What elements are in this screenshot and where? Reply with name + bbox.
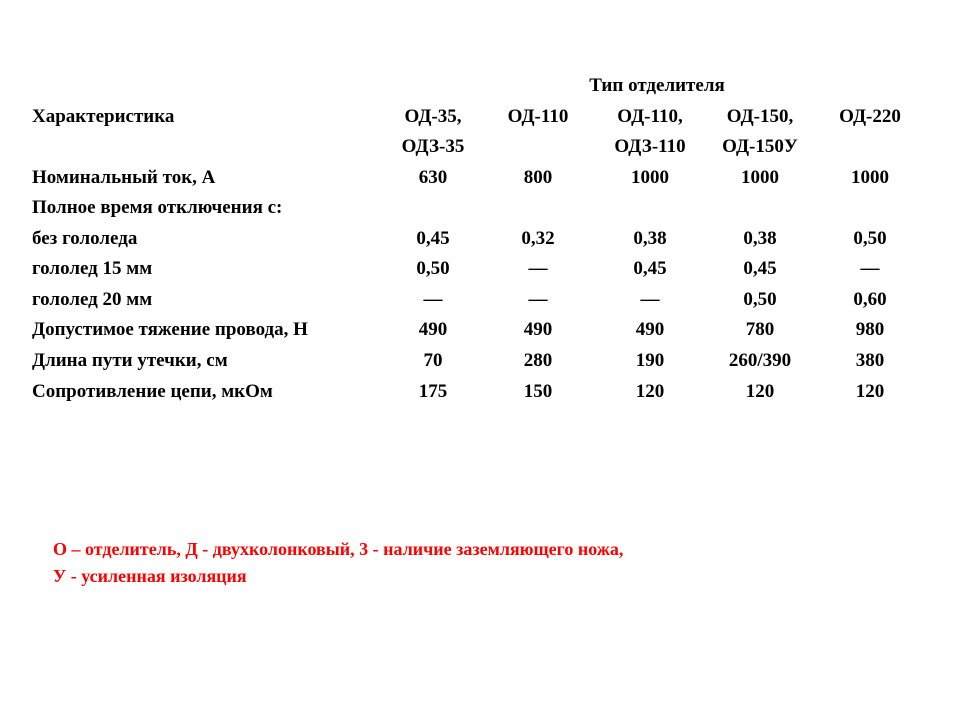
table-cell: 0,45: [743, 258, 777, 279]
table-cell: 0,45: [633, 258, 667, 279]
table-cell: 980: [855, 319, 885, 340]
separator-type-header: Тип отделителя: [589, 75, 725, 96]
table-cell: 780: [745, 319, 775, 340]
table-cell: 490: [523, 319, 553, 340]
table-cell: 0,32: [521, 228, 555, 249]
table-row-label: Полное время отключения с:: [32, 197, 283, 218]
table-row-label: гололед 20 мм: [32, 289, 153, 310]
table-cell: 630: [418, 167, 448, 188]
table-cell: —: [423, 289, 443, 310]
table-cell: 190: [635, 350, 665, 371]
table-cell: 1000: [741, 167, 779, 188]
footnote-line: О – отделитель, Д - двухколонковый, 3 - наличие заземляющего ножа,: [53, 539, 624, 559]
table-cell: 1000: [851, 167, 889, 188]
column-header-od110-odz110: ОД-110,: [617, 106, 683, 127]
table-cell: 0,50: [853, 228, 887, 249]
table-cell: 490: [635, 319, 665, 340]
column-header-od110: ОД-110: [507, 106, 569, 127]
table-row-label: Длина пути утечки, см: [32, 350, 228, 371]
table-row-label: Допустимое тяжение провода, Н: [32, 319, 308, 340]
table-cell: 120: [855, 381, 885, 402]
table-cell: 120: [635, 381, 665, 402]
table-cell: —: [528, 289, 548, 310]
table-cell: —: [860, 258, 880, 279]
column-header-od150: ОД-150,: [726, 106, 794, 127]
footnote-line: У - усиленная изоляция: [53, 566, 247, 586]
column-header-od220: ОД-220: [839, 106, 901, 127]
table-cell: 800: [523, 167, 553, 188]
table-row-label: Номинальный ток, А: [32, 167, 216, 188]
characteristic-header: Характеристика: [32, 106, 175, 127]
table-cell: 0,60: [853, 289, 887, 310]
table-cell: 150: [523, 381, 553, 402]
column-header-od35: ОД-35,: [404, 106, 462, 127]
abbreviation-legend: [53, 536, 623, 590]
table-cell: —: [528, 258, 548, 279]
table-cell: 490: [418, 319, 448, 340]
column-header-od150u: ОД-150У: [722, 136, 798, 157]
table-cell: 260/390: [728, 350, 792, 371]
table-cell: 0,38: [633, 228, 667, 249]
table-cell: 280: [523, 350, 553, 371]
table-cell: —: [640, 289, 660, 310]
table-cell: 0,38: [743, 228, 777, 249]
table-cell: 380: [855, 350, 885, 371]
table-row-label: гололед 15 мм: [32, 258, 153, 279]
table-cell: 1000: [631, 167, 669, 188]
column-header-odz110: ОДЗ-110: [614, 136, 686, 157]
table-cell: 70: [423, 350, 443, 371]
column-header-odz35: ОДЗ-35: [401, 136, 465, 157]
table-cell: 0,50: [416, 258, 450, 279]
table-row-label: Сопротивление цепи, мкОм: [32, 381, 273, 402]
table-row-label: без гололеда: [32, 228, 138, 249]
table-cell: 175: [418, 381, 448, 402]
table-cell: 0,45: [416, 228, 450, 249]
table-cell: 0,50: [743, 289, 777, 310]
table-cell: 120: [745, 381, 775, 402]
